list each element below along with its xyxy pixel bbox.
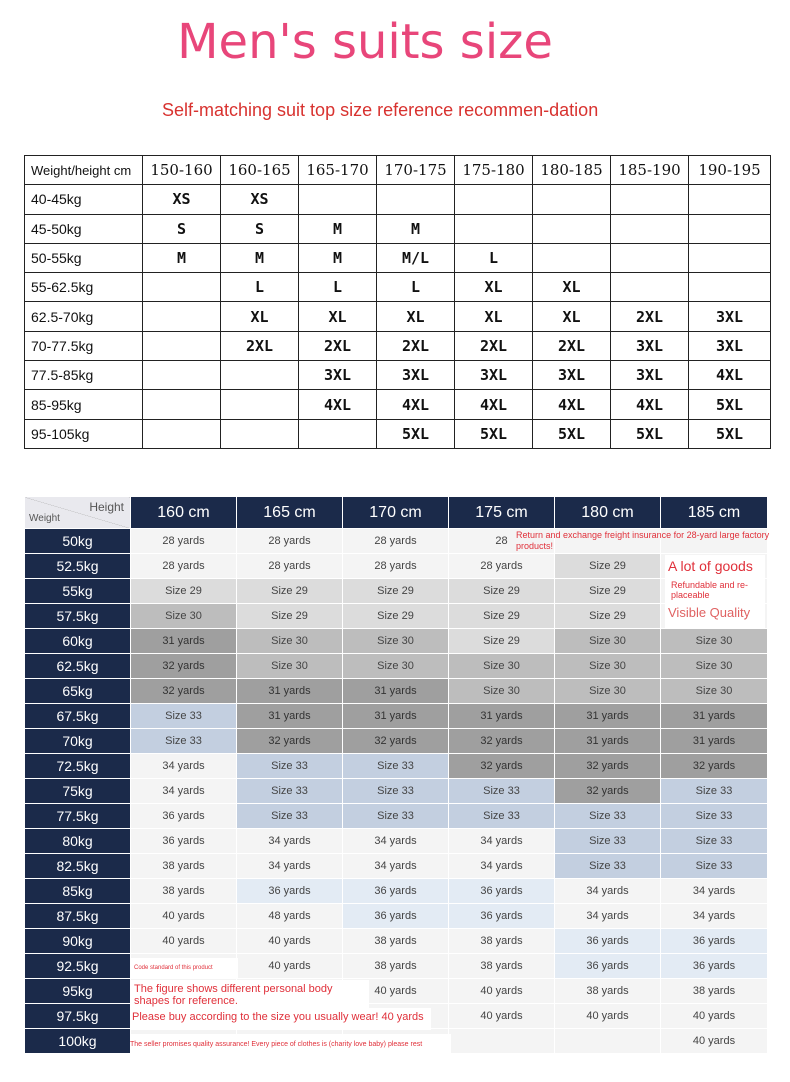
t1-size-cell xyxy=(455,185,533,214)
t1-size-cell xyxy=(143,390,221,419)
t2-size-cell: 34 yards xyxy=(661,904,768,929)
t1-size-cell: 3XL xyxy=(611,361,689,390)
t2-weight-label: 95kg xyxy=(25,979,131,1004)
t1-size-cell: M xyxy=(299,214,377,243)
size-table-top xyxy=(24,155,771,449)
t2-weight-label: 57.5kg xyxy=(25,604,131,629)
t2-weight-label: 72.5kg xyxy=(25,754,131,779)
t1-size-cell xyxy=(299,185,377,214)
t2-size-cell: 36 yards xyxy=(343,879,449,904)
t1-weight-label: 70-77.5kg xyxy=(25,331,143,360)
t2-size-cell: Size 33 xyxy=(661,854,768,879)
t2-size-cell: 32 yards xyxy=(661,754,768,779)
t1-size-cell: 3XL xyxy=(533,361,611,390)
t1-size-cell: XL xyxy=(533,273,611,302)
t1-size-cell xyxy=(455,214,533,243)
t2-size-cell: 40 yards xyxy=(131,904,237,929)
t1-row xyxy=(25,214,771,243)
t2-size-cell: 40 yards xyxy=(449,1004,555,1029)
t2-size-cell: Size 29 xyxy=(555,554,661,579)
t2-size-cell: 38 yards xyxy=(449,929,555,954)
t2-size-cell: Size 29 xyxy=(449,579,555,604)
t1-size-cell xyxy=(221,419,299,448)
t2-size-cell: 28 yards xyxy=(237,554,343,579)
t1-size-cell: L xyxy=(221,273,299,302)
t2-height-header: 165 cm xyxy=(237,497,343,529)
t2-size-cell: 36 yards xyxy=(555,954,661,979)
t2-size-cell: Size 33 xyxy=(555,804,661,829)
t2-size-cell: Size 30 xyxy=(343,629,449,654)
t2-size-cell: 36 yards xyxy=(343,904,449,929)
t2-size-cell: Size 30 xyxy=(131,604,237,629)
t1-size-cell xyxy=(611,243,689,272)
t1-size-cell xyxy=(611,214,689,243)
t2-size-cell: 38 yards xyxy=(661,979,768,1004)
t1-size-cell: 4XL xyxy=(377,390,455,419)
t2-size-cell: Size 33 xyxy=(131,704,237,729)
t1-size-cell xyxy=(299,419,377,448)
t1-size-cell: 2XL xyxy=(533,331,611,360)
t1-weight-label: 62.5-70kg xyxy=(25,302,143,331)
t1-size-cell: M xyxy=(377,214,455,243)
t1-size-cell: M xyxy=(299,243,377,272)
t2-weight-label: 77.5kg xyxy=(25,804,131,829)
t1-size-cell xyxy=(611,273,689,302)
t2-size-cell: 34 yards xyxy=(555,904,661,929)
t2-weight-label: 70kg xyxy=(25,729,131,754)
t1-size-cell: 4XL xyxy=(611,390,689,419)
t2-row xyxy=(25,854,768,879)
t2-row xyxy=(25,904,768,929)
t2-weight-label: 52.5kg xyxy=(25,554,131,579)
t2-size-cell: Size 33 xyxy=(661,804,768,829)
t2-size-cell: Size 30 xyxy=(237,654,343,679)
t2-corner xyxy=(25,497,131,529)
t1-size-cell xyxy=(533,243,611,272)
t1-height-header: 180-185 xyxy=(533,156,611,185)
t2-weight-label: 82.5kg xyxy=(25,854,131,879)
t1-weight-label: 40-45kg xyxy=(25,185,143,214)
t2-size-cell: 28 yards xyxy=(343,529,449,554)
t2-size-cell: Size 33 xyxy=(343,804,449,829)
t2-weight-label: 90kg xyxy=(25,929,131,954)
t1-size-cell xyxy=(689,243,771,272)
t2-height-header: 160 cm xyxy=(131,497,237,529)
t1-size-cell xyxy=(221,390,299,419)
t1-size-cell xyxy=(143,273,221,302)
t2-row xyxy=(25,779,768,804)
t1-size-cell: XL xyxy=(455,273,533,302)
t2-size-cell: 40 yards xyxy=(555,1004,661,1029)
t2-size-cell xyxy=(555,1029,661,1054)
t2-size-cell: 40 yards xyxy=(237,954,343,979)
t2-weight-label: 50kg xyxy=(25,529,131,554)
t1-size-cell: XL xyxy=(533,302,611,331)
t2-weight-label: 62.5kg xyxy=(25,654,131,679)
t2-size-cell: 28 yards xyxy=(343,554,449,579)
t1-size-cell: 2XL xyxy=(221,331,299,360)
t2-size-cell: 31 yards xyxy=(661,704,768,729)
t2-weight-label: 92.5kg xyxy=(25,954,131,979)
t2-size-cell: 32 yards xyxy=(131,679,237,704)
t1-size-cell xyxy=(533,214,611,243)
t2-size-cell: Size 30 xyxy=(661,654,768,679)
t2-size-cell: Size 29 xyxy=(237,579,343,604)
t1-height-header: 160-165 xyxy=(221,156,299,185)
t2-size-cell: 40 yards xyxy=(131,929,237,954)
t2-size-cell: Size 29 xyxy=(237,604,343,629)
t2-size-cell: Size 33 xyxy=(237,754,343,779)
t1-row xyxy=(25,331,771,360)
t2-weight-label: 97.5kg xyxy=(25,1004,131,1029)
t2-size-cell: 36 yards xyxy=(661,929,768,954)
t2-size-cell: Size 29 xyxy=(449,604,555,629)
t1-size-cell: 5XL xyxy=(533,419,611,448)
t1-size-cell: M/L xyxy=(377,243,455,272)
code-note: Code standard of this product xyxy=(134,965,213,971)
t2-height-header: 185 cm xyxy=(661,497,768,529)
t2-size-cell: 36 yards xyxy=(449,904,555,929)
t1-height-header: 190-195 xyxy=(689,156,771,185)
t2-row xyxy=(25,579,768,604)
t1-size-cell xyxy=(611,185,689,214)
figure-note: The figure shows different personal body shapes for reference. xyxy=(134,983,333,1007)
t2-size-cell: Size 29 xyxy=(555,604,661,629)
t1-size-cell: M xyxy=(143,243,221,272)
t1-size-cell: 5XL xyxy=(689,419,771,448)
t2-size-cell: 31 yards xyxy=(555,729,661,754)
t1-header-row xyxy=(25,156,771,185)
t1-size-cell xyxy=(689,185,771,214)
t1-weight-label: 95-105kg xyxy=(25,419,143,448)
t2-size-cell: 31 yards xyxy=(237,704,343,729)
t2-weight-label: 67.5kg xyxy=(25,704,131,729)
t1-size-cell: 4XL xyxy=(533,390,611,419)
t1-size-cell: 3XL xyxy=(455,361,533,390)
t2-size-cell: 38 yards xyxy=(131,879,237,904)
t2-size-cell: 38 yards xyxy=(343,954,449,979)
t2-size-cell: Size 30 xyxy=(555,629,661,654)
t2-size-cell: 31 yards xyxy=(131,629,237,654)
t2-size-cell: Size 33 xyxy=(343,754,449,779)
t1-weight-label: 45-50kg xyxy=(25,214,143,243)
t1-weight-label: 85-95kg xyxy=(25,390,143,419)
t1-size-cell: 2XL xyxy=(377,331,455,360)
t2-weight-label: 75kg xyxy=(25,779,131,804)
t2-size-cell: 34 yards xyxy=(237,854,343,879)
t2-weight-label: 55kg xyxy=(25,579,131,604)
t1-size-cell: 4XL xyxy=(455,390,533,419)
t1-size-cell: 3XL xyxy=(377,361,455,390)
t2-size-cell: 34 yards xyxy=(237,829,343,854)
t2-size-cell: 31 yards xyxy=(343,679,449,704)
t2-size-cell: Size 33 xyxy=(555,854,661,879)
t2-size-cell: Size 33 xyxy=(661,779,768,804)
t2-size-cell: 38 yards xyxy=(343,929,449,954)
t2-size-cell: 32 yards xyxy=(449,729,555,754)
t1-size-cell xyxy=(143,419,221,448)
t2-size-cell: Size 30 xyxy=(555,679,661,704)
t2-size-cell: Size 30 xyxy=(449,679,555,704)
t2-size-cell: 40 yards xyxy=(449,979,555,1004)
t2-size-cell: 34 yards xyxy=(449,854,555,879)
t2-size-cell: 32 yards xyxy=(555,754,661,779)
t1-size-cell: 2XL xyxy=(611,302,689,331)
t2-size-cell: 34 yards xyxy=(131,779,237,804)
t2-size-cell: 28 xyxy=(449,529,555,554)
t2-height-header: 175 cm xyxy=(449,497,555,529)
t2-size-cell: 31 yards xyxy=(237,679,343,704)
t2-size-cell: 40 yards xyxy=(661,1004,768,1029)
t1-size-cell: XS xyxy=(143,185,221,214)
t2-size-cell: 36 yards xyxy=(237,879,343,904)
t2-size-cell: Size 29 xyxy=(131,579,237,604)
t1-height-header: 185-190 xyxy=(611,156,689,185)
t2-size-cell: 36 yards xyxy=(555,929,661,954)
t1-size-cell: 2XL xyxy=(299,331,377,360)
t2-header-row xyxy=(25,497,768,529)
t1-size-cell: 4XL xyxy=(299,390,377,419)
t2-height-header: 170 cm xyxy=(343,497,449,529)
t2-size-cell: 40 yards xyxy=(661,1029,768,1054)
t2-corner-height: Height xyxy=(89,500,124,514)
t2-size-cell: Size 29 xyxy=(343,604,449,629)
t2-weight-label: 80kg xyxy=(25,829,131,854)
t1-size-cell: 5XL xyxy=(377,419,455,448)
t1-size-cell: L xyxy=(377,273,455,302)
t1-size-cell xyxy=(377,185,455,214)
t2-size-cell: Size 29 xyxy=(555,579,661,604)
t1-weight-label: 55-62.5kg xyxy=(25,273,143,302)
t2-size-cell: Size 29 xyxy=(449,629,555,654)
t2-size-cell: 31 yards xyxy=(343,704,449,729)
t2-row xyxy=(25,829,768,854)
t1-corner-label: Weight/height cm xyxy=(25,156,143,185)
insurance-note: Return and exchange freight insurance for 28-yard large factory products! xyxy=(516,530,770,551)
refund-note: Refundable and re-placeable xyxy=(671,580,749,600)
t2-size-cell: Size 30 xyxy=(661,679,768,704)
t1-size-cell: XL xyxy=(299,302,377,331)
t1-height-header: 175-180 xyxy=(455,156,533,185)
t2-row xyxy=(25,729,768,754)
t2-size-cell: 36 yards xyxy=(131,804,237,829)
t2-size-cell: 28 yards xyxy=(131,554,237,579)
t1-size-cell: 3XL xyxy=(689,302,771,331)
t2-size-cell: Size 33 xyxy=(661,829,768,854)
t2-size-cell: 34 yards xyxy=(661,879,768,904)
t2-size-cell: 40 yards xyxy=(343,979,449,1004)
t1-size-cell: 4XL xyxy=(689,361,771,390)
t2-size-cell: 38 yards xyxy=(555,979,661,1004)
t2-corner-weight: Weight xyxy=(29,513,60,524)
t2-size-cell: Size 33 xyxy=(449,804,555,829)
t2-row xyxy=(25,754,768,779)
t2-size-cell: Size 33 xyxy=(555,829,661,854)
t2-size-cell: 28 yards xyxy=(131,529,237,554)
t2-size-cell: 34 yards xyxy=(131,754,237,779)
t2-size-cell: 34 yards xyxy=(449,829,555,854)
t1-row xyxy=(25,390,771,419)
t2-size-cell: Size 30 xyxy=(343,654,449,679)
t1-size-cell: 3XL xyxy=(611,331,689,360)
t1-size-cell xyxy=(143,331,221,360)
t2-weight-label: 100kg xyxy=(25,1029,131,1054)
t1-size-cell: S xyxy=(221,214,299,243)
t2-size-cell: 28 yards xyxy=(449,554,555,579)
t1-size-cell: XL xyxy=(377,302,455,331)
t1-size-cell: 3XL xyxy=(299,361,377,390)
page-title: Men's suits size xyxy=(177,14,553,70)
t1-size-cell: L xyxy=(455,243,533,272)
t2-row xyxy=(25,554,768,579)
t1-size-cell: XL xyxy=(455,302,533,331)
t2-size-cell: 32 yards xyxy=(343,729,449,754)
t2-row xyxy=(25,929,768,954)
t2-size-cell: Size 30 xyxy=(555,654,661,679)
t2-size-cell: Size 33 xyxy=(237,804,343,829)
t2-height-header: 180 cm xyxy=(555,497,661,529)
t1-size-cell: 5XL xyxy=(689,390,771,419)
t1-weight-label: 77.5-85kg xyxy=(25,361,143,390)
t2-size-cell: Size 33 xyxy=(343,779,449,804)
t1-size-cell: 5XL xyxy=(455,419,533,448)
t2-size-cell: 31 yards xyxy=(555,704,661,729)
t2-size-cell: 36 yards xyxy=(131,829,237,854)
t2-size-cell: 38 yards xyxy=(449,954,555,979)
t1-height-header: 165-170 xyxy=(299,156,377,185)
t1-height-header: 170-175 xyxy=(377,156,455,185)
t2-size-cell: 31 yards xyxy=(661,729,768,754)
quality-note: Visible Quality xyxy=(668,605,751,620)
t2-size-cell: 36 yards xyxy=(449,879,555,904)
t2-weight-label: 60kg xyxy=(25,629,131,654)
t1-size-cell xyxy=(689,273,771,302)
promise-note: The seller promises quality assurance! Every piece of clothes is (charity love baby) please rest xyxy=(130,1041,423,1048)
t2-size-cell: 48 yards xyxy=(237,904,343,929)
t2-weight-label: 87.5kg xyxy=(25,904,131,929)
t2-size-cell xyxy=(449,1029,555,1054)
t2-size-cell: Size 33 xyxy=(131,729,237,754)
t1-row xyxy=(25,185,771,214)
t2-size-cell: 32 yards xyxy=(449,754,555,779)
buy-note: Please buy according to the size you usually wear! 40 yards xyxy=(132,1011,424,1023)
t2-row xyxy=(25,654,768,679)
t1-size-cell: 2XL xyxy=(455,331,533,360)
t2-row xyxy=(25,704,768,729)
lot-note: A lot of goods xyxy=(668,558,753,574)
t2-size-cell: 34 yards xyxy=(555,879,661,904)
t2-row xyxy=(25,679,768,704)
t2-size-cell: 32 yards xyxy=(555,779,661,804)
t2-size-cell: 36 yards xyxy=(661,954,768,979)
t2-size-cell: 34 yards xyxy=(343,829,449,854)
t2-size-cell: 28 yards xyxy=(237,529,343,554)
t1-row xyxy=(25,302,771,331)
t2-row xyxy=(25,879,768,904)
t1-size-cell: 3XL xyxy=(689,331,771,360)
t2-size-cell: 34 yards xyxy=(343,854,449,879)
t1-size-cell: L xyxy=(299,273,377,302)
t2-size-cell: 38 yards xyxy=(131,854,237,879)
t1-height-header: 150-160 xyxy=(143,156,221,185)
t2-weight-label: 85kg xyxy=(25,879,131,904)
t2-size-cell: Size 33 xyxy=(237,779,343,804)
t1-size-cell xyxy=(143,302,221,331)
t1-row xyxy=(25,243,771,272)
t2-size-cell: Size 29 xyxy=(343,579,449,604)
t1-size-cell: 5XL xyxy=(611,419,689,448)
t1-size-cell: S xyxy=(143,214,221,243)
t2-size-cell: Size 30 xyxy=(237,629,343,654)
t1-size-cell xyxy=(143,361,221,390)
t2-size-cell: Size 33 xyxy=(449,779,555,804)
t2-weight-label: 65kg xyxy=(25,679,131,704)
t2-size-cell: 40 yards xyxy=(237,929,343,954)
t2-size-cell: 31 yards xyxy=(449,704,555,729)
t2-row xyxy=(25,629,768,654)
t1-size-cell: XS xyxy=(221,185,299,214)
t2-size-cell: Size 30 xyxy=(661,629,768,654)
t2-size-cell: Size 30 xyxy=(449,654,555,679)
t1-row xyxy=(25,361,771,390)
t2-row xyxy=(25,804,768,829)
t1-size-cell: M xyxy=(221,243,299,272)
t1-size-cell xyxy=(533,185,611,214)
t2-row xyxy=(25,604,768,629)
subtitle: Self-matching suit top size reference recommen-dation xyxy=(162,100,599,120)
t1-row xyxy=(25,419,771,448)
t1-size-cell: XL xyxy=(221,302,299,331)
t1-size-cell xyxy=(221,361,299,390)
t1-size-cell xyxy=(689,214,771,243)
t2-size-cell: 32 yards xyxy=(131,654,237,679)
t1-row xyxy=(25,273,771,302)
t1-weight-label: 50-55kg xyxy=(25,243,143,272)
t2-size-cell: 32 yards xyxy=(237,729,343,754)
